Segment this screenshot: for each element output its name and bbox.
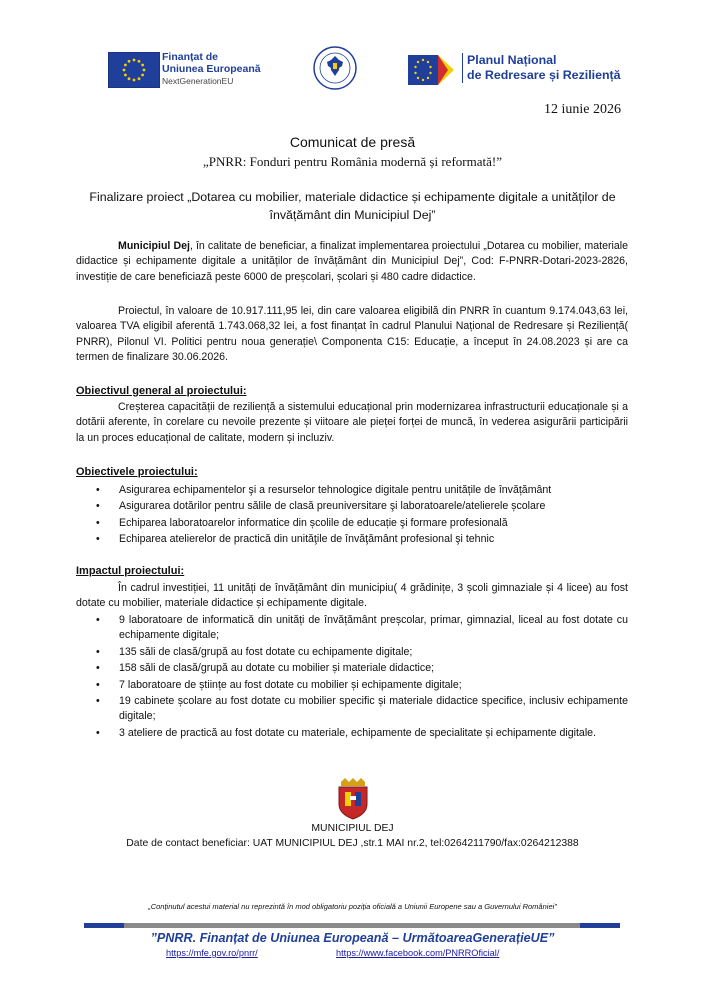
dej-coat-of-arms-icon [333,776,373,820]
pnrr-label: Planul Național de Redresare și Reziliență [462,53,637,83]
facebook-pnrr-link[interactable]: https://www.facebook.com/PNRROficial/ [336,948,500,958]
list-item: • Asigurarea dotărilor pentru sălile de clasă preuniversitare şi laboratoarele/atelierele școlare [96,500,546,513]
eu-flag-icon [108,52,160,88]
eu-funding-label: Finanțat de Uniunea Europeană NextGenerationEU [162,51,261,86]
press-release-date: 12 iunie 2026 [544,102,621,117]
eu-disclaimer: „Conținutul acestui material nu reprezintă în mod obligatoriu poziția oficială a Uniunii Europene sau a Guvernului României” [148,902,557,911]
objectives-list [76,483,628,549]
impact-title: Impactul proiectului: [76,565,185,577]
impact-text: În cadrul investiției, 11 unități de învățământ din municipiu( 4 grădinițe, 3 școli gimnaziale și 4 licee) au fost dotate cu mobilier, materiale didactice și echipamente digitale. [76,582,628,610]
beneficiary-name: Municipiul Dej [118,240,190,252]
list-item: • 9 laboratoare de informatică din unități de învățământ preșcolar, primar, gimnazial, liceal au fost dotate cu echipamente digitale; [96,614,628,642]
intro-paragraph: Municipiul Dej, în calitate de beneficiar, a finalizat implementarea proiectului „Dotarea cu mobilier, materiale didactice și echipamente digitale a unităților de învățământ din Municipiul Dej”, Cod: F-PNRR-Dotari-2023-2826, investiție de care beneficiază peste 6000 de preșcolari, școlari și 480 cadre didactice. [76,240,628,283]
list-item: • Asigurarea echipamentelor şi a resurselor tehnologice digitale pentru unitățile de învățământ [96,484,552,496]
general-objective-title: Obiectivul general al proiectului: [76,385,247,397]
list-item: • Echiparea laboratoarelor informatice din școlile de educație şi formare profesională [96,516,508,529]
objectives-title: Obiectivele proiectului: [76,466,198,478]
mfe-pnrr-link[interactable]: https://mfe.gov.ro/pnrr/ [166,948,258,958]
beneficiary-contact: Date de contact beneficiar: UAT MUNICIPIUL DEJ ,str.1 MAI nr.2, tel:0264211790/fax:0264212388 [126,838,579,849]
list-item: • 158 săli de clasă/grupă au dotate cu mobilier și materiale didactice; [96,662,435,675]
project-heading: Finalizare proiect „Dotarea cu mobilier, materiale didactice și echipamente digitale a unităților de învățământ din Municipiul Dej” [89,190,616,222]
footer-slogan: ”PNRR. Finanțat de Uniunea Europeană – UrmătoareaGenerațieUE” [150,931,555,945]
impact-list [76,613,628,742]
list-item: • Echiparea atelierelor de practică din unităţile de învăţământ profesional şi tehnic [96,533,495,546]
pnrr-logo-icon [408,55,456,85]
footer-divider [84,921,620,930]
romanian-government-seal-icon [313,46,357,90]
page-title: Comunicat de presă [289,134,416,150]
list-item: • 19 cabinete școlare au fost dotate cu mobilier specific și materiale didactice specifice, inclusiv echipamente digitale; [96,695,628,723]
list-item: • 135 săli de clasă/grupă au fost dotate cu echipamente digitale; [96,645,413,658]
page-subtitle: „PNRR: Fonduri pentru România modernă și reformată!” [203,154,502,169]
list-item: • 7 laboratoare de științe au fost dotate cu mobilier și echipamente digitale; [96,678,462,691]
municipality-name: MUNICIPIUL DEJ [311,823,394,834]
list-item: • 3 ateliere de practică au fost dotate cu materiale, echipamente de specialitate și echipamente digitale. [96,726,597,739]
budget-paragraph: Proiectul, în valoare de 10.917.111,95 lei, din care valoarea eligibilă din PNRR în cuantum 9.174.043,63 lei, valoarea TVA eligibil aferentă 1.743.068,32 lei, a fost finanțat în cadrul Planului Național de Redresare și Reziliență( PNRR), Pilonul VI. Politici pentru noua generație\ Componenta C15: Educație, a început în 24.08.2023 și are ca termen de finalizare 30.06.2026. [76,305,628,364]
general-objective-text: Creșterea capacității de reziliență a sistemului educațional prin modernizarea infrastructurii educaționale și a dotării aferente, în corelare cu nevoile prezente și viitoare ale pieței forței de muncă, în vederea asigurării participării la un proces educațional de calitate, modern și incluziv. [76,401,628,444]
